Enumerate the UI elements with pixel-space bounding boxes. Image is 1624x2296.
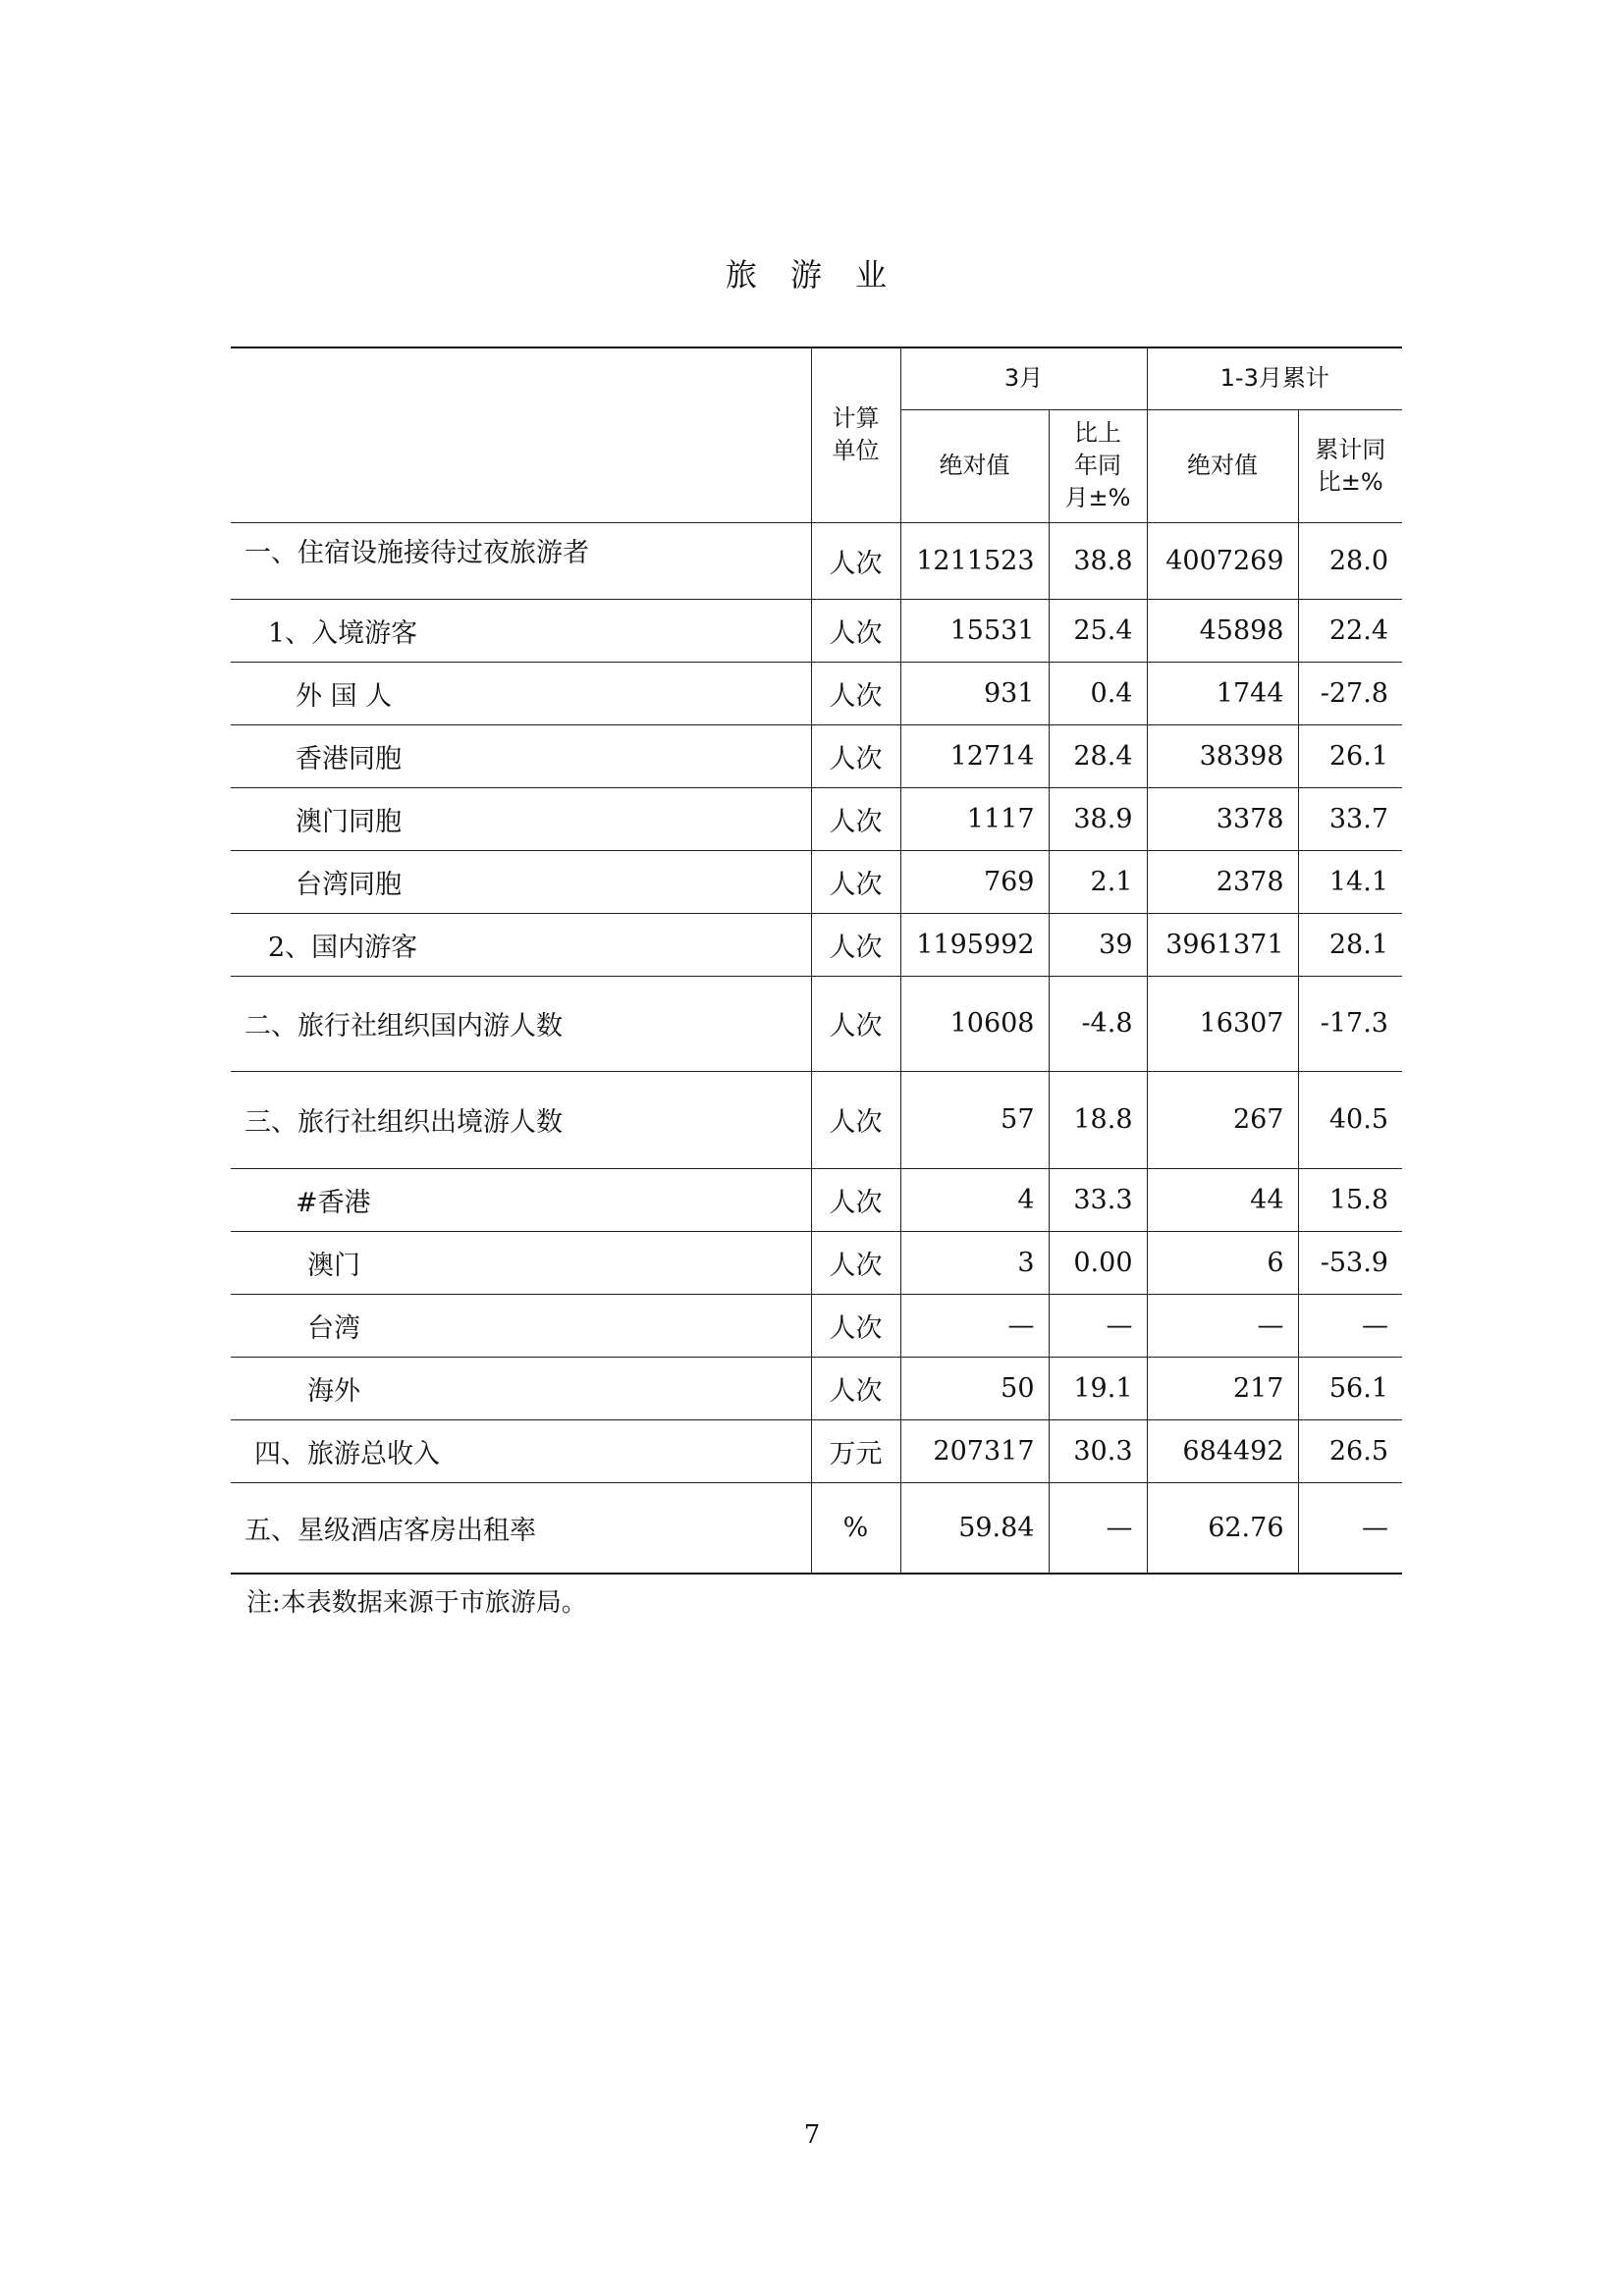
table-row [231,787,1402,850]
row-unit: 人次 [811,1357,900,1419]
table-note: 注:本表数据来源于市旅游局。 [246,1588,587,1618]
row-march-pct: 38.9 [1049,787,1147,850]
table-row [231,724,1402,787]
row-name: 澳门 [231,1231,811,1294]
row-cum-pct: 40.5 [1298,1071,1402,1168]
row-name: 三、旅行社组织出境游人数 [231,1071,811,1168]
table-row [231,1168,1402,1231]
row-march-pct: — [1049,1482,1147,1574]
row-cum-abs: 1744 [1147,662,1298,724]
row-unit: 人次 [811,1294,900,1357]
header-abs-value-cum: 绝对值 [1147,409,1298,522]
row-unit: 人次 [811,1071,900,1168]
row-march-abs: 12714 [900,724,1049,787]
row-cum-pct: 33.7 [1298,787,1402,850]
table-row [231,1482,1402,1574]
row-march-abs: 3 [900,1231,1049,1294]
table-row [231,976,1402,1071]
row-march-abs: 207317 [900,1419,1049,1482]
row-march-abs: 769 [900,850,1049,913]
row-unit: 万元 [811,1419,900,1482]
row-march-pct: 25.4 [1049,599,1147,662]
header-unit: 计算单位 [811,347,900,522]
row-cum-abs: 6 [1147,1231,1298,1294]
row-march-pct: -4.8 [1049,976,1147,1071]
row-march-pct: 38.8 [1049,522,1147,599]
row-name: 1、入境游客 [231,599,811,662]
row-unit: 人次 [811,850,900,913]
row-march-pct: 28.4 [1049,724,1147,787]
row-unit: 人次 [811,522,900,599]
row-cum-abs: 3378 [1147,787,1298,850]
row-unit: 人次 [811,724,900,787]
header-cumulative: 1-3月累计 [1147,347,1402,409]
header-march: 3月 [900,347,1147,409]
row-march-abs: 50 [900,1357,1049,1419]
row-cum-abs: 684492 [1147,1419,1298,1482]
row-cum-abs: 44 [1147,1168,1298,1231]
row-cum-abs: 217 [1147,1357,1298,1419]
row-cum-pct: — [1298,1294,1402,1357]
row-cum-abs: 267 [1147,1071,1298,1168]
row-cum-pct: 26.1 [1298,724,1402,787]
table-row [231,1357,1402,1419]
row-name: #香港 [231,1168,811,1231]
row-march-abs: 1211523 [900,522,1049,599]
row-march-pct: 0.00 [1049,1231,1147,1294]
row-cum-abs: 38398 [1147,724,1298,787]
row-march-pct: — [1049,1294,1147,1357]
row-unit: 人次 [811,662,900,724]
row-march-pct: 39 [1049,913,1147,976]
row-unit: 人次 [811,1168,900,1231]
row-cum-pct: 14.1 [1298,850,1402,913]
row-march-abs: 57 [900,1071,1049,1168]
table-row [231,1419,1402,1482]
header-yoy-month: 比上年同月±% [1049,409,1147,522]
header-yoy-cum: 累计同比±% [1298,409,1402,522]
row-cum-pct: 26.5 [1298,1419,1402,1482]
row-unit: 人次 [811,913,900,976]
row-unit: % [811,1482,900,1574]
row-unit: 人次 [811,1231,900,1294]
row-name: 2、国内游客 [231,913,811,976]
table-row [231,1294,1402,1357]
tourism-table [231,347,1402,1575]
row-cum-abs: 45898 [1147,599,1298,662]
row-march-abs: — [900,1294,1049,1357]
row-march-abs: 15531 [900,599,1049,662]
row-cum-abs: 62.76 [1147,1482,1298,1574]
row-name: 香港同胞 [231,724,811,787]
row-cum-abs: 2378 [1147,850,1298,913]
row-march-abs: 4 [900,1168,1049,1231]
row-name: 海外 [231,1357,811,1419]
row-march-pct: 33.3 [1049,1168,1147,1231]
row-unit: 人次 [811,599,900,662]
row-cum-abs: 4007269 [1147,522,1298,599]
row-cum-abs: 3961371 [1147,913,1298,976]
row-name: 台湾 [231,1294,811,1357]
row-name: 外 国 人 [231,662,811,724]
table-row [231,522,1402,599]
header-abs-value: 绝对值 [900,409,1049,522]
row-unit: 人次 [811,976,900,1071]
row-march-pct: 18.8 [1049,1071,1147,1168]
row-cum-pct: 22.4 [1298,599,1402,662]
row-name: 台湾同胞 [231,850,811,913]
row-cum-pct: 28.0 [1298,522,1402,599]
table-row [231,850,1402,913]
row-march-abs: 59.84 [900,1482,1049,1574]
table-row [231,599,1402,662]
row-march-abs: 1195992 [900,913,1049,976]
row-cum-pct: 56.1 [1298,1357,1402,1419]
row-cum-pct: -53.9 [1298,1231,1402,1294]
row-march-pct: 30.3 [1049,1419,1147,1482]
row-cum-abs: — [1147,1294,1298,1357]
row-cum-pct: -17.3 [1298,976,1402,1071]
row-cum-pct: — [1298,1482,1402,1574]
row-march-pct: 2.1 [1049,850,1147,913]
row-name: 五、星级酒店客房出租率 [231,1482,811,1574]
row-cum-pct: 15.8 [1298,1168,1402,1231]
row-cum-abs: 16307 [1147,976,1298,1071]
table-row [231,1231,1402,1294]
header-item-blank [231,347,811,522]
row-name: 澳门同胞 [231,787,811,850]
row-march-pct: 19.1 [1049,1357,1147,1419]
table-row [231,1071,1402,1168]
row-name: 四、旅游总收入 [231,1419,811,1482]
page-number: 7 [803,2120,821,2150]
row-march-abs: 931 [900,662,1049,724]
row-cum-pct: -27.8 [1298,662,1402,724]
row-unit: 人次 [811,787,900,850]
table-row [231,913,1402,976]
row-name: 一、住宿设施接待过夜旅游者 [231,522,811,599]
row-march-pct: 0.4 [1049,662,1147,724]
row-name: 二、旅行社组织国内游人数 [231,976,811,1071]
page-title: 旅 游 业 [725,256,899,294]
row-march-abs: 10608 [900,976,1049,1071]
table-row [231,662,1402,724]
row-march-abs: 1117 [900,787,1049,850]
header-row-top [231,347,1402,409]
row-cum-pct: 28.1 [1298,913,1402,976]
